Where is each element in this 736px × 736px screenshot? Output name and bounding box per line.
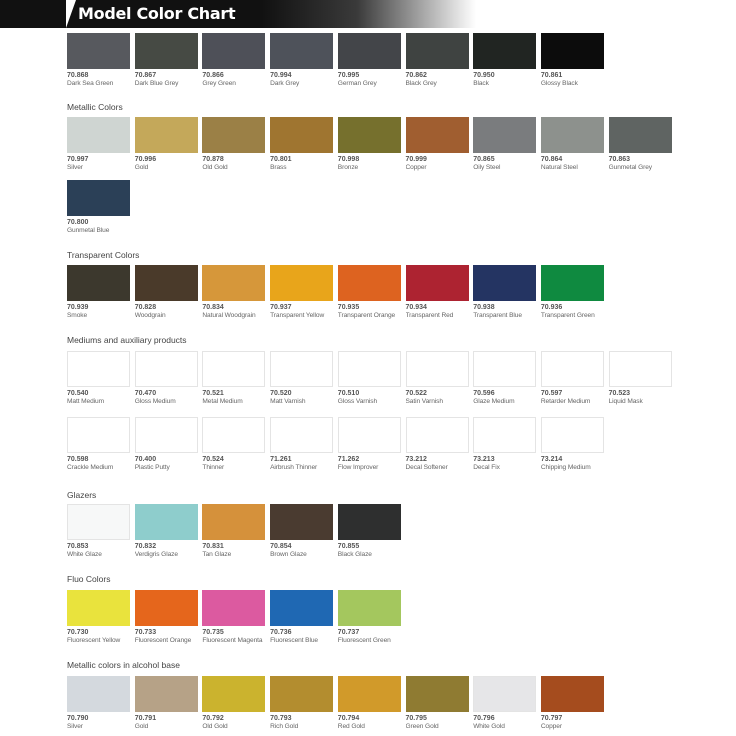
- color-swatch: [338, 417, 401, 453]
- color-code: 70.855: [337, 543, 360, 550]
- color-name: Fluorescent Orange: [134, 637, 192, 644]
- title-bar: [0, 0, 476, 28]
- color-code: 73.214: [540, 456, 563, 463]
- color-name: Old Gold: [202, 723, 228, 730]
- color-name: Silver: [67, 164, 83, 171]
- color-swatch-item: [67, 676, 130, 731]
- color-code: 70.999: [405, 156, 427, 163]
- color-code: 70.510: [337, 390, 360, 397]
- color-swatch: [338, 351, 401, 387]
- color-code: 70.797: [540, 715, 563, 722]
- color-swatch-item: [202, 504, 265, 559]
- color-name: Smoke: [67, 312, 88, 319]
- color-swatch-item: [67, 180, 130, 235]
- color-swatch-item: [67, 117, 130, 172]
- color-swatch-item: [406, 676, 469, 731]
- color-swatch-item: [541, 33, 604, 88]
- color-swatch: [67, 590, 130, 626]
- color-code: 70.865: [473, 156, 495, 163]
- color-swatch: [67, 180, 130, 216]
- color-code: 70.794: [337, 715, 360, 722]
- color-name: Fluorescent Blue: [270, 637, 318, 644]
- color-code: 70.737: [337, 629, 360, 636]
- color-name: Gloss Medium: [134, 398, 176, 405]
- color-swatch-item: [473, 351, 536, 406]
- color-swatch: [609, 351, 672, 387]
- color-name: Thinner: [202, 464, 225, 471]
- color-name: White Glaze: [67, 551, 102, 558]
- color-code: 71.261: [270, 456, 292, 463]
- color-swatch-item: [338, 265, 401, 320]
- color-name: Satin Varnish: [405, 398, 443, 405]
- color-code: 70.522: [405, 390, 427, 397]
- color-code: 70.795: [405, 715, 427, 722]
- color-code: 70.864: [540, 156, 563, 163]
- color-swatch: [135, 417, 198, 453]
- color-code: 70.863: [608, 156, 631, 163]
- color-swatch-item: [67, 351, 130, 406]
- color-name: Glossy Black: [540, 80, 578, 87]
- color-code: 70.950: [473, 72, 495, 79]
- color-swatch-item: [406, 265, 469, 320]
- color-code: 70.521: [202, 390, 224, 397]
- color-swatch-item: [406, 417, 469, 472]
- color-swatch: [270, 417, 333, 453]
- color-swatch-item: [338, 590, 401, 645]
- color-swatch-item: [67, 265, 130, 320]
- color-swatch-item: [135, 265, 198, 320]
- color-swatch: [406, 33, 469, 69]
- color-code: 70.793: [270, 715, 292, 722]
- color-swatch: [135, 117, 198, 153]
- color-swatch-item: [406, 351, 469, 406]
- section-heading: Transparent Colors: [67, 250, 140, 260]
- color-name: Fluorescent Magenta: [202, 637, 263, 644]
- color-code: 70.523: [608, 390, 631, 397]
- color-swatch-item: [270, 351, 333, 406]
- color-swatch: [473, 265, 536, 301]
- color-swatch-item: [135, 33, 198, 88]
- color-swatch: [135, 676, 198, 712]
- color-swatch-item: [541, 676, 604, 731]
- color-name: Airbrush Thinner: [270, 464, 318, 471]
- color-swatch: [338, 504, 401, 540]
- color-swatch: [135, 33, 198, 69]
- color-swatch-item: [202, 117, 265, 172]
- color-swatch: [67, 265, 130, 301]
- color-name: Natural Steel: [540, 164, 578, 171]
- color-swatch: [67, 351, 130, 387]
- color-name: Tan Glaze: [202, 551, 232, 558]
- color-swatch-item: [473, 676, 536, 731]
- color-swatch-item: [135, 417, 198, 472]
- color-swatch: [338, 265, 401, 301]
- color-code: 70.995: [337, 72, 360, 79]
- color-code: 70.862: [405, 72, 427, 79]
- color-name: Red Gold: [337, 723, 365, 730]
- color-code: 70.939: [67, 304, 89, 311]
- color-name: Gloss Varnish: [337, 398, 378, 405]
- color-code: 70.934: [405, 304, 427, 311]
- color-name: Old Gold: [202, 164, 228, 171]
- color-code: 70.861: [540, 72, 563, 79]
- color-swatch-item: [609, 351, 672, 406]
- color-code: 70.998: [337, 156, 360, 163]
- color-name: Gold: [134, 723, 149, 730]
- color-swatch: [609, 117, 672, 153]
- color-swatch-item: [135, 351, 198, 406]
- color-swatch: [473, 417, 536, 453]
- color-code: 70.828: [134, 304, 157, 311]
- section-heading: Metallic colors in alcohol base: [67, 660, 180, 670]
- color-code: 70.997: [67, 156, 89, 163]
- color-swatch: [202, 265, 265, 301]
- color-code: 70.796: [473, 715, 495, 722]
- color-code: 70.801: [270, 156, 292, 163]
- section-heading: Fluo Colors: [67, 574, 111, 584]
- color-code: 73.213: [473, 456, 495, 463]
- color-name: Flow Improver: [337, 464, 379, 471]
- color-swatch: [67, 676, 130, 712]
- color-code: 70.400: [134, 456, 157, 463]
- color-name: White Gold: [473, 723, 505, 730]
- color-code: 70.878: [202, 156, 224, 163]
- color-code: 70.540: [67, 390, 89, 397]
- color-name: Dark Grey: [270, 80, 300, 87]
- color-swatch-item: [270, 417, 333, 472]
- color-code: 70.790: [67, 715, 89, 722]
- color-name: Glaze Medium: [473, 398, 515, 405]
- color-name: German Grey: [337, 80, 377, 87]
- color-code: 70.854: [270, 543, 292, 550]
- color-name: Decal Softener: [405, 464, 448, 471]
- color-swatch: [338, 117, 401, 153]
- color-swatch: [406, 417, 469, 453]
- color-name: Grey Green: [202, 80, 236, 87]
- color-swatch-item: [270, 676, 333, 731]
- color-code: 70.866: [202, 72, 224, 79]
- color-swatch-item: [406, 33, 469, 88]
- color-swatch: [541, 417, 604, 453]
- color-name: Brass: [270, 164, 287, 171]
- color-swatch-item: [202, 33, 265, 88]
- color-swatch: [338, 590, 401, 626]
- color-code: 70.832: [134, 543, 157, 550]
- color-code: 70.792: [202, 715, 224, 722]
- color-swatch: [406, 265, 469, 301]
- color-code: 70.937: [270, 304, 292, 311]
- color-code: 70.470: [134, 390, 157, 397]
- color-swatch: [406, 351, 469, 387]
- color-swatch: [270, 504, 333, 540]
- section-heading: Mediums and auxiliary products: [67, 335, 187, 345]
- color-code: 70.791: [134, 715, 157, 722]
- color-code: 70.834: [202, 304, 224, 311]
- color-swatch: [270, 351, 333, 387]
- color-swatch: [135, 590, 198, 626]
- color-name: Transparent Blue: [473, 312, 522, 319]
- color-swatch: [473, 676, 536, 712]
- color-swatch-item: [67, 590, 130, 645]
- color-swatch: [541, 676, 604, 712]
- color-swatch: [270, 33, 333, 69]
- color-swatch: [473, 33, 536, 69]
- color-name: Brown Glaze: [270, 551, 307, 558]
- section-heading: Glazers: [67, 490, 97, 500]
- color-swatch-item: [135, 590, 198, 645]
- color-name: Transparent Orange: [337, 312, 396, 319]
- color-name: Metal Medium: [202, 398, 243, 405]
- color-name: Matt Medium: [67, 398, 105, 405]
- color-swatch-item: [541, 417, 604, 472]
- color-code: 70.867: [134, 72, 157, 79]
- page-title: Model Color Chart: [78, 4, 236, 23]
- color-swatch: [338, 33, 401, 69]
- color-swatch-item: [338, 417, 401, 472]
- color-swatch-item: [473, 117, 536, 172]
- color-swatch: [473, 351, 536, 387]
- color-swatch-item: [270, 504, 333, 559]
- color-name: Black Glaze: [337, 551, 372, 558]
- color-name: Fluorescent Green: [337, 637, 391, 644]
- color-swatch-item: [541, 351, 604, 406]
- color-swatch: [473, 117, 536, 153]
- color-name: Copper: [540, 723, 562, 730]
- color-name: Liquid Mask: [608, 398, 643, 405]
- color-swatch: [270, 117, 333, 153]
- color-swatch: [67, 33, 130, 69]
- color-swatch-item: [202, 590, 265, 645]
- color-name: Oily Steel: [473, 164, 501, 171]
- color-swatch-item: [270, 33, 333, 88]
- color-swatch-item: [202, 265, 265, 320]
- color-name: Bronze: [337, 164, 359, 171]
- color-name: Decal Fix: [473, 464, 500, 471]
- color-code: 70.596: [473, 390, 495, 397]
- color-swatch-item: [473, 265, 536, 320]
- color-code: 70.730: [67, 629, 89, 636]
- color-code: 71.262: [337, 456, 360, 463]
- color-swatch-item: [406, 117, 469, 172]
- color-name: Woodgrain: [134, 312, 166, 319]
- color-name: Silver: [67, 723, 83, 730]
- color-name: Black Grey: [405, 80, 437, 87]
- color-name: Chipping Medium: [540, 464, 591, 471]
- color-swatch: [135, 265, 198, 301]
- color-name: Natural Woodgrain: [202, 312, 256, 319]
- color-swatch-item: [338, 351, 401, 406]
- color-swatch: [202, 117, 265, 153]
- color-swatch-item: [270, 117, 333, 172]
- color-code: 70.800: [67, 219, 89, 226]
- color-code: 70.936: [540, 304, 563, 311]
- color-name: Black: [473, 80, 489, 87]
- color-code: 70.520: [270, 390, 292, 397]
- color-name: Gold: [134, 164, 149, 171]
- color-code: 70.996: [134, 156, 157, 163]
- color-swatch: [202, 504, 265, 540]
- color-swatch-item: [338, 33, 401, 88]
- color-swatch: [67, 417, 130, 453]
- color-name: Retarder Medium: [540, 398, 591, 405]
- color-swatch-item: [541, 265, 604, 320]
- color-code: 70.524: [202, 456, 224, 463]
- color-swatch-item: [67, 504, 130, 559]
- color-code: 70.994: [270, 72, 292, 79]
- color-swatch: [202, 351, 265, 387]
- color-swatch: [202, 676, 265, 712]
- title-notch: [66, 0, 76, 28]
- color-swatch: [541, 117, 604, 153]
- color-name: Rich Gold: [270, 723, 299, 730]
- color-swatch: [541, 351, 604, 387]
- color-swatch-item: [135, 676, 198, 731]
- color-name: Gunmetal Blue: [67, 227, 110, 234]
- color-code: 70.938: [473, 304, 495, 311]
- color-name: Transparent Yellow: [270, 312, 325, 319]
- color-name: Fluorescent Yellow: [67, 637, 121, 644]
- color-name: Matt Varnish: [270, 398, 306, 405]
- color-swatch: [202, 590, 265, 626]
- color-swatch-item: [270, 590, 333, 645]
- color-swatch: [202, 417, 265, 453]
- color-swatch-item: [270, 265, 333, 320]
- color-name: Verdigris Glaze: [134, 551, 178, 558]
- color-code: 70.736: [270, 629, 292, 636]
- color-swatch: [270, 590, 333, 626]
- color-swatch: [202, 33, 265, 69]
- color-swatch-item: [541, 117, 604, 172]
- color-name: Crackle Medium: [67, 464, 114, 471]
- color-swatch: [338, 676, 401, 712]
- color-code: 70.853: [67, 543, 89, 550]
- color-swatch: [541, 33, 604, 69]
- color-swatch-item: [135, 117, 198, 172]
- color-swatch-item: [202, 351, 265, 406]
- color-code: 70.831: [202, 543, 224, 550]
- color-name: Dark Sea Green: [67, 80, 114, 87]
- color-swatch: [270, 676, 333, 712]
- color-swatch: [135, 351, 198, 387]
- color-swatch-item: [473, 417, 536, 472]
- color-swatch: [406, 117, 469, 153]
- color-name: Plastic Putty: [134, 464, 170, 471]
- color-name: Transparent Green: [540, 312, 595, 319]
- color-name: Copper: [405, 164, 427, 171]
- color-swatch-item: [67, 33, 130, 88]
- color-swatch: [406, 676, 469, 712]
- color-code: 70.598: [67, 456, 89, 463]
- color-swatch-item: [67, 417, 130, 472]
- color-swatch: [270, 265, 333, 301]
- color-name: Dark Blue Grey: [134, 80, 179, 87]
- color-swatch-item: [338, 504, 401, 559]
- color-swatch-item: [609, 117, 672, 172]
- color-name: Green Gold: [405, 723, 439, 730]
- color-swatch-item: [338, 117, 401, 172]
- section-heading: Metallic Colors: [67, 102, 123, 112]
- color-swatch: [135, 504, 198, 540]
- color-name: Transparent Red: [405, 312, 454, 319]
- color-code: 70.597: [540, 390, 563, 397]
- color-swatch-item: [473, 33, 536, 88]
- color-swatch-item: [202, 417, 265, 472]
- color-code: 70.733: [134, 629, 157, 636]
- color-swatch: [67, 117, 130, 153]
- color-swatch: [541, 265, 604, 301]
- color-name: Gunmetal Grey: [608, 164, 653, 171]
- color-code: 73.212: [405, 456, 427, 463]
- color-swatch-item: [202, 676, 265, 731]
- color-code: 70.868: [67, 72, 89, 79]
- color-swatch-item: [338, 676, 401, 731]
- color-code: 70.935: [337, 304, 360, 311]
- color-code: 70.735: [202, 629, 224, 636]
- color-swatch: [67, 504, 130, 540]
- color-swatch-item: [135, 504, 198, 559]
